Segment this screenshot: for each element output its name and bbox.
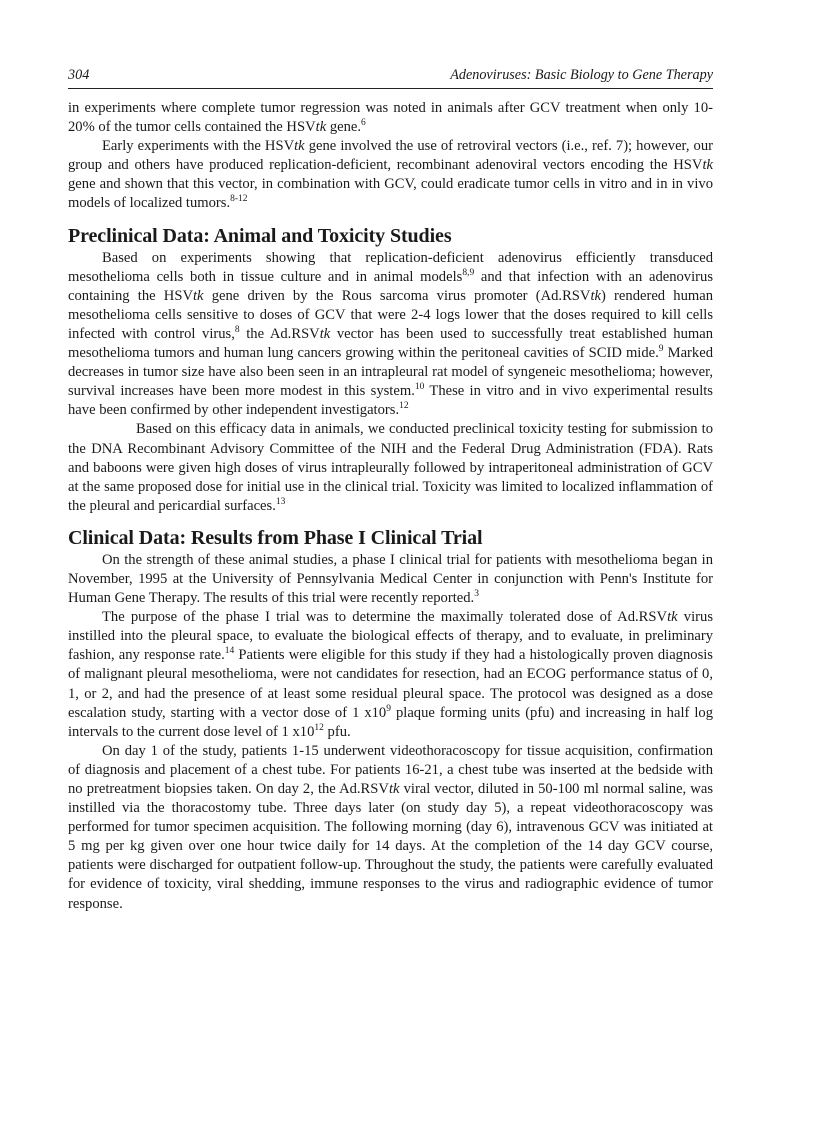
citation: 12: [399, 401, 409, 412]
exponent: 9: [386, 703, 391, 714]
intro-paragraph-2: Early experiments with the HSVtk gene involved the use of retroviral vectors (i.e., ref. 7); however, our group and others have produced replication-deficient, recombinant adenoviral vectors encoding the HSVtk gene and shown that this vector, in combination with GCV, could eradicate tumor cells in vitro and in in vivo models of localized tumors.$^{8-12}$: [68, 138, 713, 212]
exponent: 12: [314, 722, 324, 733]
preclinical-paragraph-2: Based on this efficacy data in animals, we conducted preclinical toxicity testing for submission to the DNA Recombinant Advisory Committee of the NIH and the Federal Drug Administration (FDA). Rats and baboons were given high doses of virus intrapleurally followed by intraperitoneal administration of GCV at the same proposed dose for initial use in the clinical trial. Toxicity was limited to localized inflammation of the pleural and pericardial surfaces.$^{13}$: [68, 421, 713, 514]
clinical-paragraph-3: On day 1 of the study, patients 1-15 underwent videothoracoscopy for tissue acquisition, confirmation of diagnosis and placement of a chest tube. For patients 16-21, a chest tube was inserted at the bedside with no pretreatment biopsies taken. On day 2, the Ad.RSVtk viral vector, diluted in 50-100 ml normal saline, was instilled via the thoracostomy tube. Three days later (on study day 5), a repeat videothoracoscopy was performed for tumor specimen acquisition. The following morning (day 6), intravenous GCV was initiated at 5 mg per kg given over one hour twice daily for 14 days. At the completion of the 14 day GCV course, patients were discharged for outpatient follow-up. Throughout the study, the patients were carefully evaluated for evidence of toxicity, viral shedding, immune responses to the virus and radiographic evidence of tumor response.: [68, 742, 713, 912]
citation: 10: [414, 382, 425, 393]
citation: 13: [275, 496, 286, 507]
page: [68, 66, 713, 914]
clinical-paragraph-1: On the strength of these animal studies, a phase I clinical trial for patients with mesothelioma began in November, 1995 at the University of Pennsylvania Medical Center in conjunction with Penn's Institute for Human Gene Therapy. The results of this trial were recently reported.$^3$: [68, 551, 713, 607]
section-heading-clinical: Clinical Data: Results from Phase I Clinical Trial: [68, 526, 483, 549]
citation: 14: [224, 646, 235, 657]
running-title: Adenoviruses: Basic Biology to Gene Therapy: [450, 67, 713, 83]
citation: 6: [361, 118, 366, 129]
citation: 8,9: [462, 267, 475, 278]
clinical-paragraph-2: The purpose of the phase I trial was to determine the maximally tolerated dose of Ad.RSVtk virus instilled into the pleural space, to evaluate the biological effects of therapy, and to evaluate, in preliminary fashion, any response rate.$^{14}$ Patients were eligible for this study if they had a histologically proven diagnosis of malignant pleural mesothelioma, were not candidates for resection, had an ECOG performance status of 0, 1, or 2, and had the presence of at least some residual pleural space. The protocol was designed as a dose escalation study, starting with a vector dose of 1 $x10^9$ plaque forming units (pfu) and increasing in half log intervals to the current dose level of 1 $x10^{12}$ pfu.: [68, 609, 713, 740]
citation: 8: [234, 324, 240, 335]
citation: 3: [474, 589, 479, 600]
preclinical-paragraph-1: Based on experiments showing that replication-deficient adenovirus efficiently transduced mesothelioma cells both in tissue culture and in animal models$^{8,9}$ and that infection with an adenovirus containing the HSVtk gene driven by the Rous sarcoma virus promoter (Ad.RSVtk) rendered human mesothelioma cells sensitive to doses of GCV that were 2-4 logs lower that the doses required to kill cells infected with control virus,$^8$ the Ad.RSVtk vector has been used to successfully treat established human mesothelioma tumors and human lung cancers growing within the peritoneal cavities of SCID mide.$^9$ Marked decreases in tumor size have also been seen in an intrapleural rat model of syngeneic mesothelioma; however, survival increases have been more modest in this system.$^{10}$ These in vitro and in vivo experimental results have been confirmed by other independent investigators.$^{12}$: [68, 249, 713, 419]
citation: 8-12: [230, 194, 248, 205]
page-number: 304: [68, 67, 90, 83]
citation: 9: [658, 344, 664, 355]
intro-paragraph-1: in experiments where complete tumor regression was noted in animals after GCV treatment when only 10-20% of the tumor cells contained the HSVtk gene.$^6$: [68, 100, 713, 136]
section-heading-preclinical: Preclinical Data: Animal and Toxicity Studies: [68, 224, 452, 247]
running-header: [68, 66, 713, 89]
